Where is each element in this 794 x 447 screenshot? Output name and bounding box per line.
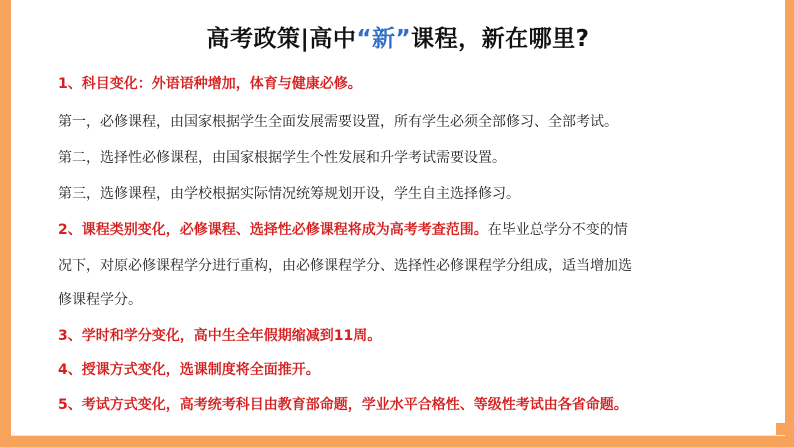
slide: [11, 0, 785, 436]
title-accent-word: 新: [372, 26, 396, 52]
slide-title: [11, 20, 785, 53]
item-course-category-red: 2、课程类别变化，必修课程、选择性必修课程将成为高考考查范围。: [58, 222, 488, 238]
item-credit-change: 3、学时和学分变化，高中生全年假期缩减到11周。: [58, 328, 382, 344]
item-exam-change: 5、考试方式变化，高考统考科目由教育部命题，学业水平合格性、等级性考试由各省命题。: [58, 397, 628, 413]
corner-decoration: [776, 423, 785, 435]
title-close-quote: ”: [395, 26, 412, 52]
item-selective-compulsory: 第二，选择性必修课程，由国家根据学生个性发展和升学考试需要设置。: [58, 150, 506, 166]
title-part2: 课程，新在哪里?: [411, 26, 590, 52]
item-course-category-line2: 况下，对原必修课程学分进行重构，由必修课程学分、选择性必修课程学分组成，适当增加选: [58, 258, 632, 274]
title-open-quote: “: [356, 26, 373, 52]
item-elective: 第三，选修课程，由学校根据实际情况统筹规划开设，学生自主选择修习。: [58, 186, 520, 202]
title-part1: 高考政策|高中: [206, 26, 357, 52]
item-subject-change: 1、科目变化：外语语种增加，体育与健康必修。: [58, 76, 362, 92]
item-compulsory: 第一，必修课程，由国家根据学生全面发展需要设置，所有学生必须全部修习、全部考试。: [58, 114, 618, 130]
item-course-category-line1: [58, 214, 763, 246]
item-course-category-line3: 修课程学分。: [58, 292, 142, 308]
item-teaching-change: 4、授课方式变化，选课制度将全面推开。: [58, 362, 320, 378]
item-course-category-cont: 在毕业总学分不变的情: [487, 222, 628, 238]
